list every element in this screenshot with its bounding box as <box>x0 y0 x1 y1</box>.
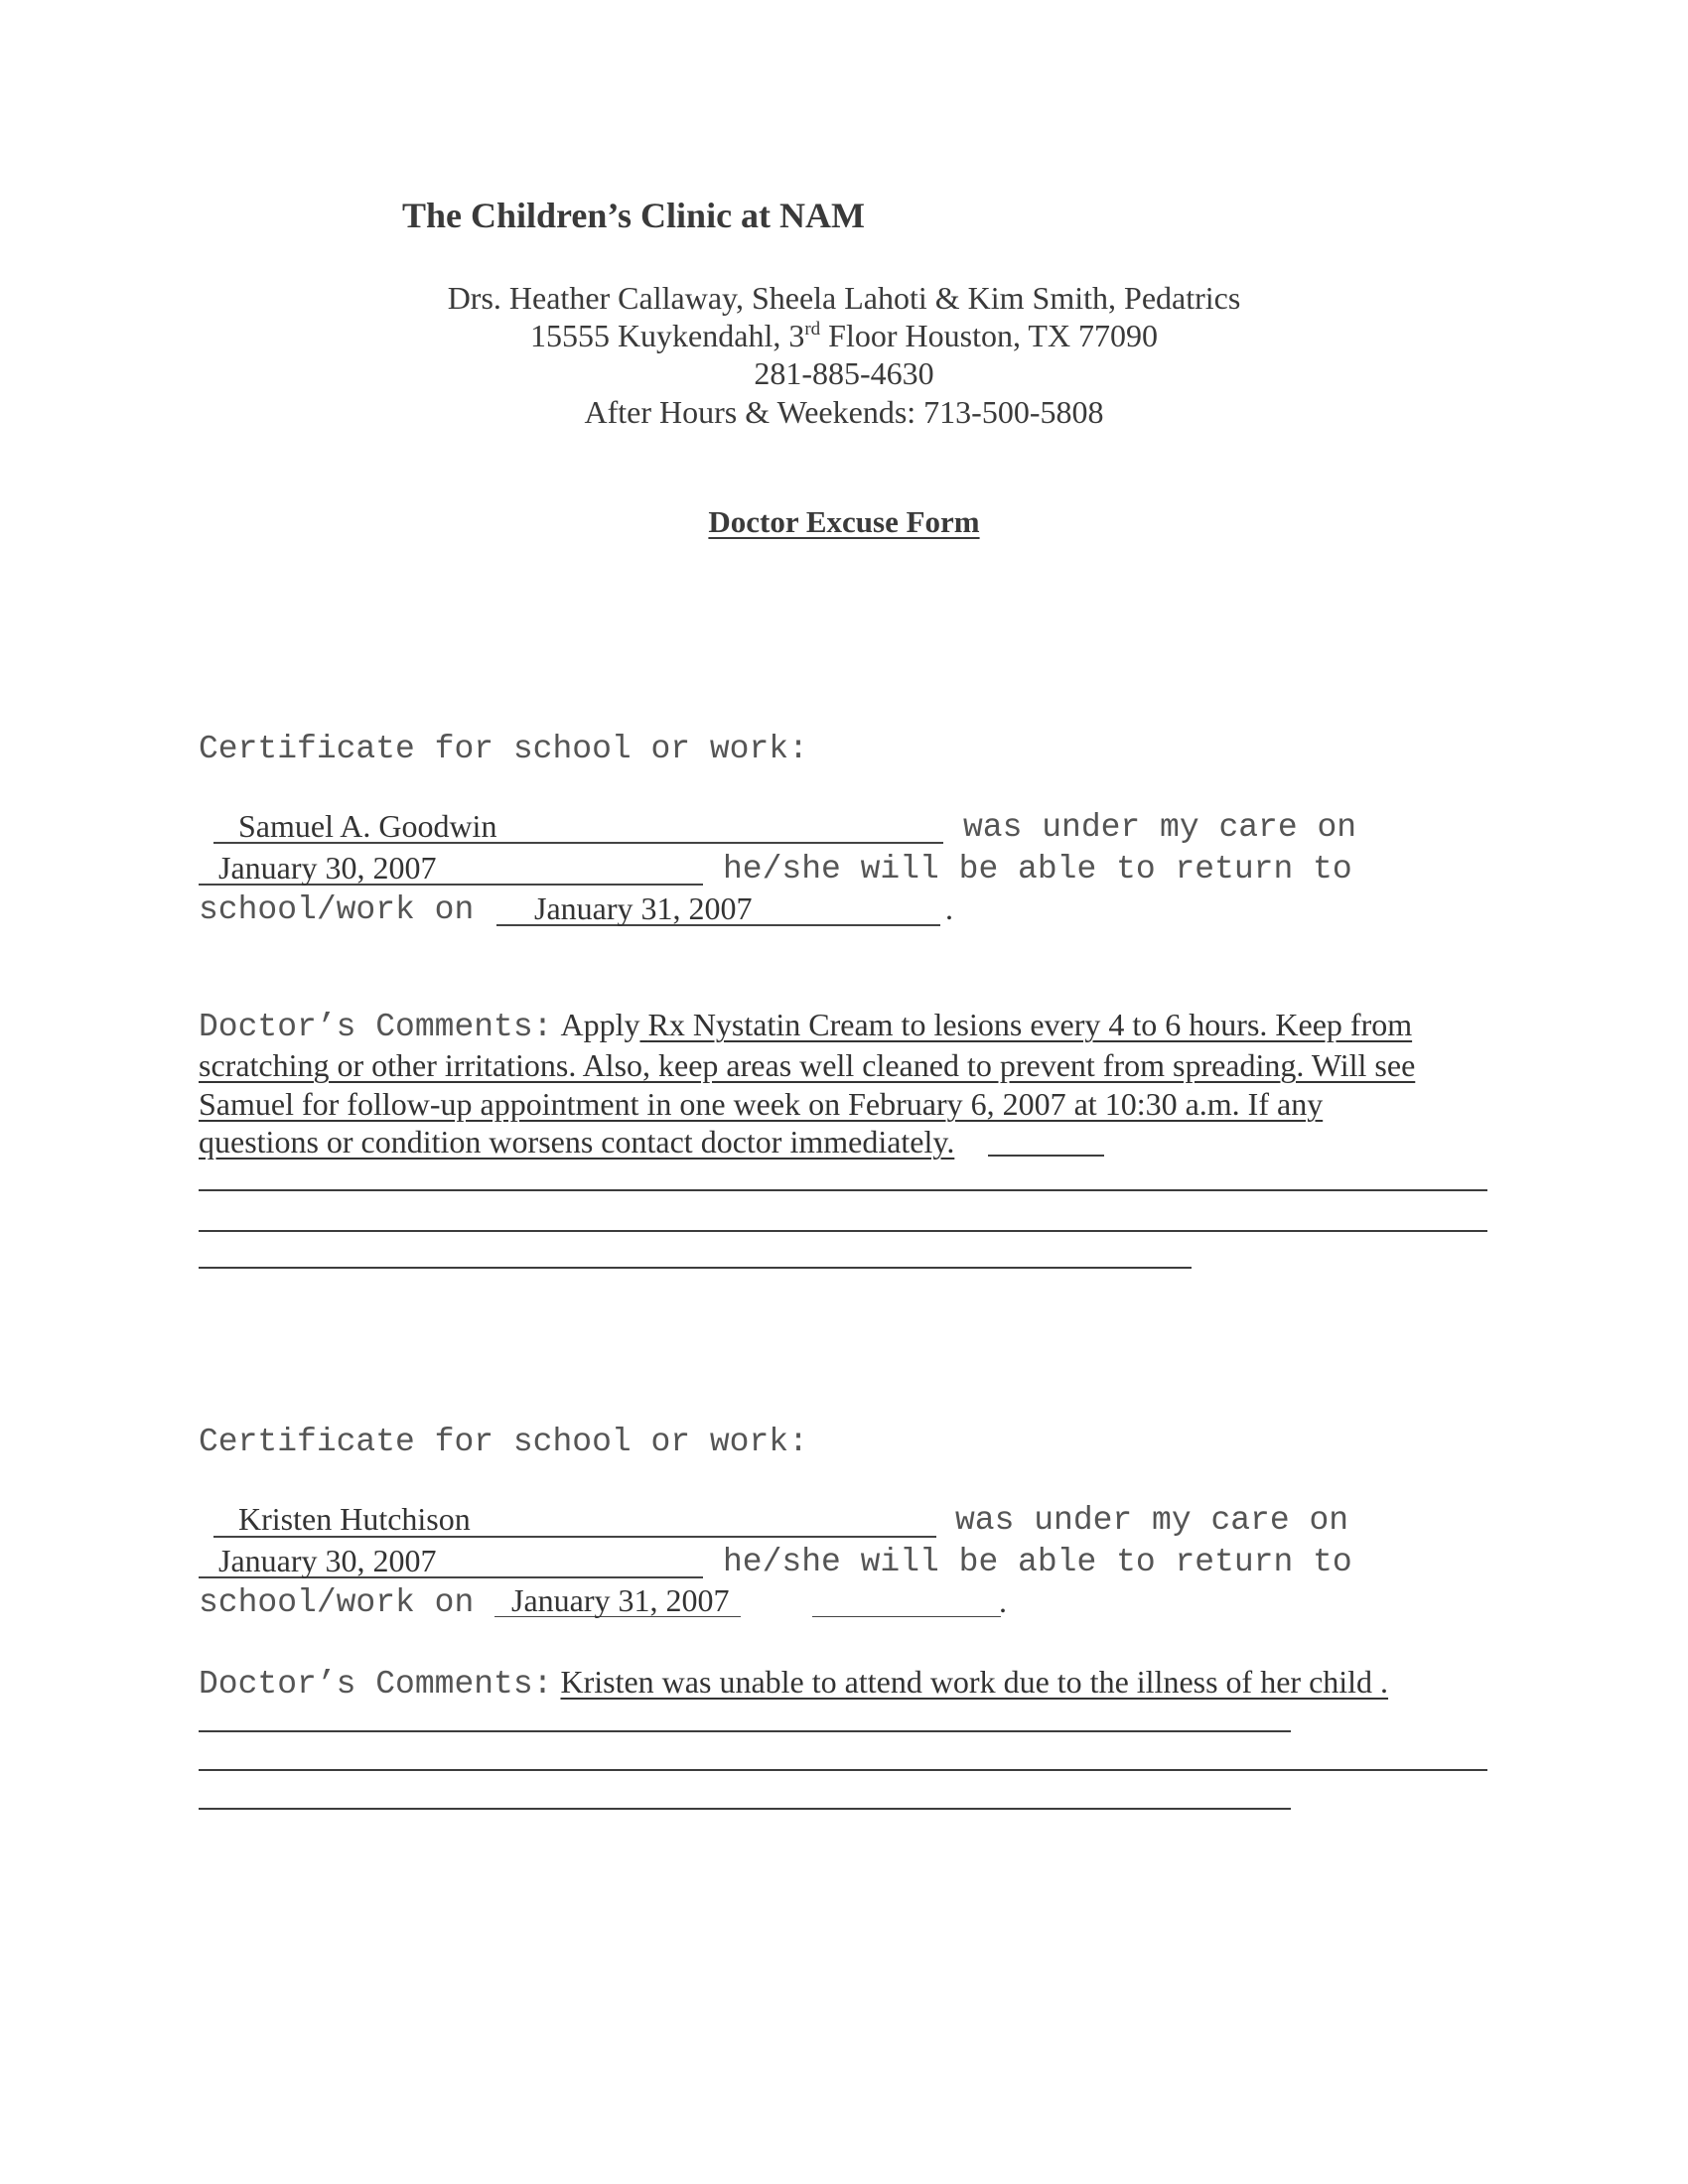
patient-name-value: Samuel A. Goodwin <box>238 808 497 844</box>
doctors-line: Drs. Heather Callaway, Sheela Lahoti & Kim Smith, Pedatrics <box>447 280 1241 316</box>
comments-trailing-blank <box>988 1155 1104 1157</box>
after-hours-line: After Hours & Weekends: 713-500-5808 <box>584 394 1104 430</box>
comments-line-1 <box>199 1664 1388 1703</box>
comments-text-2[interactable]: scratching or other irritations. Also, keep areas well cleaned to prevent from spreading. Will see <box>199 1047 1416 1083</box>
comments-blank-line[interactable] <box>199 1267 1192 1269</box>
care-date-value: January 30, 2007 <box>218 850 437 886</box>
form-title-text: Doctor Excuse Form <box>708 504 980 539</box>
comments-text-1[interactable]: Kristen was unable to attend work due to the illness of her child . <box>560 1664 1389 1700</box>
school-work-text: school/work on <box>199 1584 475 1621</box>
comments-blank-line[interactable] <box>199 1230 1487 1232</box>
comments-text-3[interactable]: Samuel for follow-up appointment in one week on February 6, 2007 at 10:30 a.m. If any <box>199 1086 1324 1122</box>
comments-text-4: questions or condition worsens contact doctor immediately. <box>199 1124 955 1160</box>
comments-blank-line[interactable] <box>199 1730 1291 1732</box>
return-text: he/she will be able to return to <box>723 851 1352 887</box>
comments-line-4[interactable] <box>199 1124 954 1160</box>
form-title <box>0 504 1688 540</box>
care-date-value: January 30, 2007 <box>218 1543 437 1578</box>
clinic-name: The Children’s Clinic at NAM <box>402 196 866 235</box>
return-date-value: January 31, 2007 <box>534 890 753 926</box>
return-date-value: January 31, 2007 <box>511 1582 730 1618</box>
comments-lead: Apply <box>560 1007 640 1042</box>
comments-line-1 <box>199 1007 1412 1045</box>
address-street: 15555 Kuykendahl, 3 <box>529 318 805 353</box>
school-work-text: school/work on <box>199 891 475 928</box>
period: . <box>999 1583 1007 1619</box>
care-text: was under my care on <box>955 1502 1349 1539</box>
period: . <box>945 890 953 926</box>
patient-name-value: Kristen Hutchison <box>238 1501 471 1537</box>
return-date-field-tail[interactable] <box>812 1616 1001 1617</box>
address-city: Floor Houston, TX 77090 <box>820 318 1159 353</box>
certificate-label: Certificate for school or work: <box>199 1424 808 1460</box>
comments-blank-line[interactable] <box>199 1769 1487 1771</box>
return-text: he/she will be able to return to <box>723 1544 1352 1580</box>
address-line <box>0 318 1688 354</box>
comments-blank-line[interactable] <box>199 1189 1487 1191</box>
comments-label: Doctor’s Comments: <box>199 1666 553 1703</box>
comments-label: Doctor’s Comments: <box>199 1009 553 1045</box>
comments-text-1[interactable]: Rx Nystatin Cream to lesions every 4 to 6 hours. Keep from <box>647 1007 1413 1042</box>
address-ordinal: rd <box>804 319 821 340</box>
phone-line: 281-885-4630 <box>754 355 934 391</box>
care-text: was under my care on <box>963 809 1357 846</box>
certificate-label: Certificate for school or work: <box>199 731 808 767</box>
comments-blank-line[interactable] <box>199 1808 1291 1810</box>
